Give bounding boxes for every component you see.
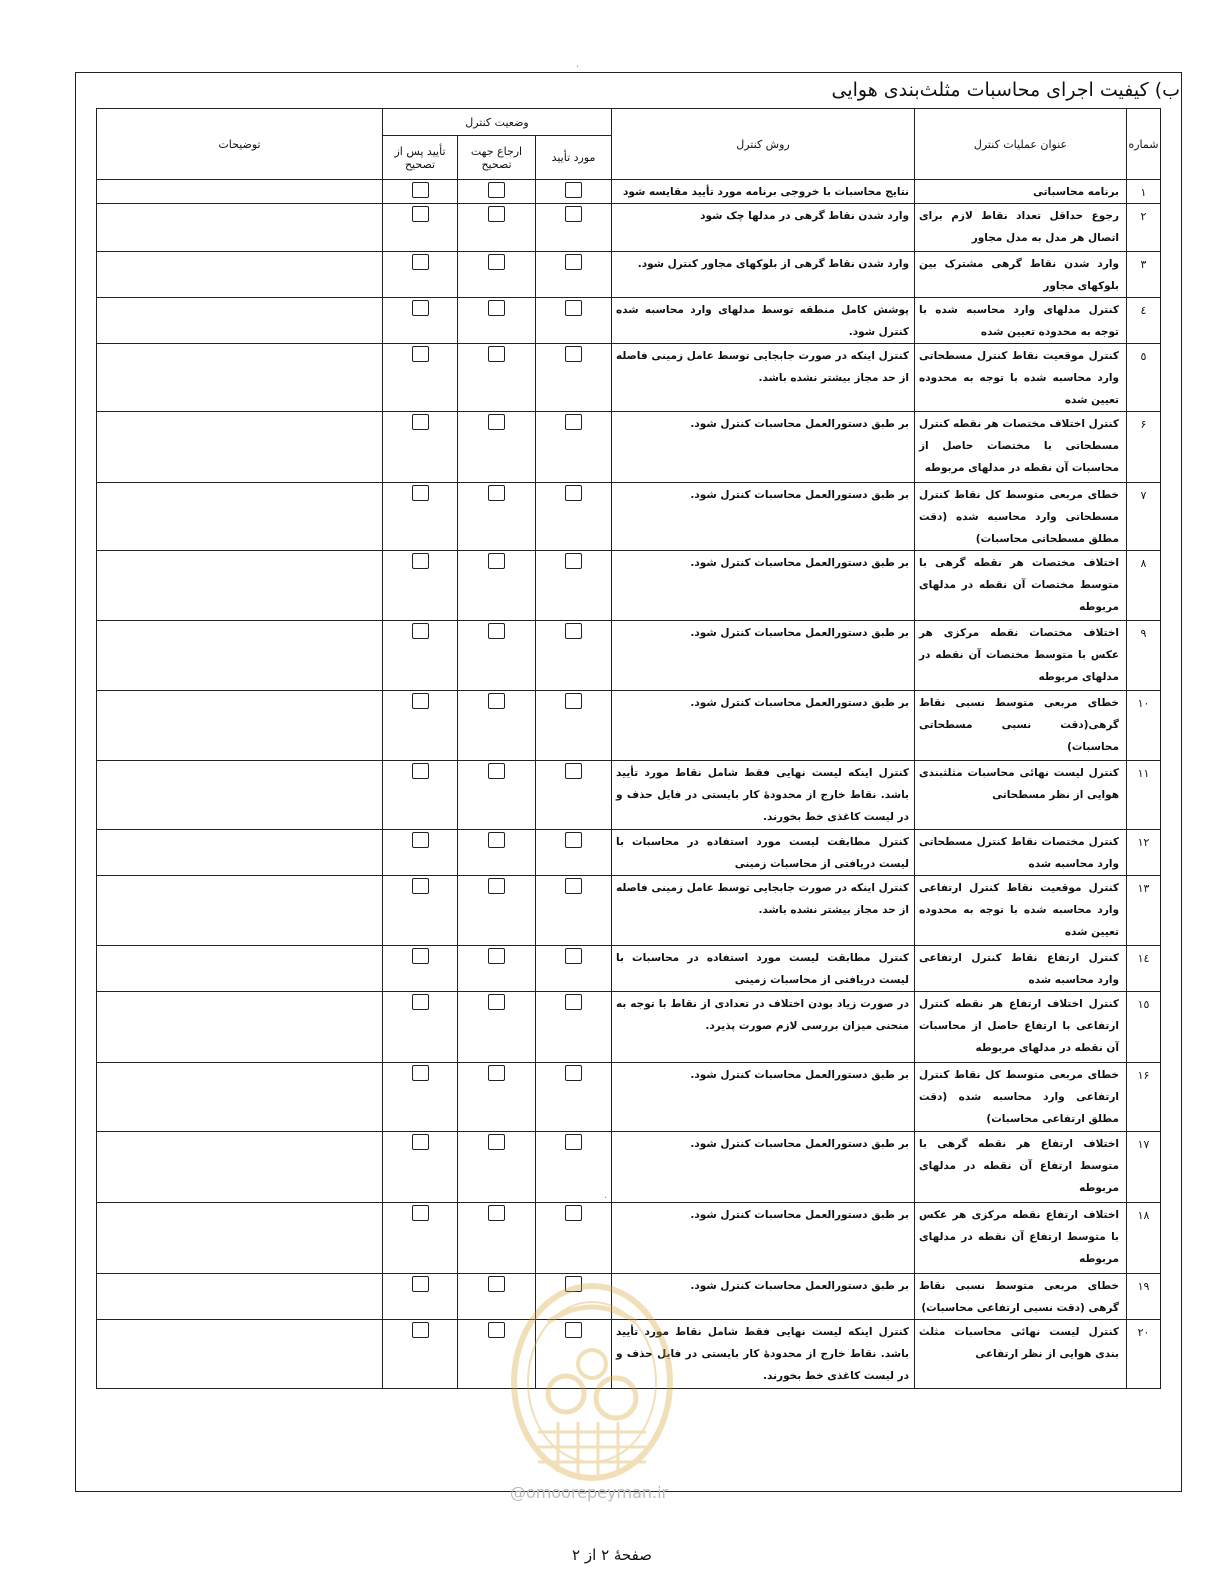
status-cell-after <box>383 551 458 621</box>
row-title: اختلاف مختصات هر نقطه گرهی با متوسط مختصات آن نقطه در مدلهای مربوطه <box>915 551 1127 621</box>
checkbox-after[interactable] <box>412 1065 429 1081</box>
row-title: برنامه محاسباتی <box>915 180 1127 204</box>
status-cell-approved <box>536 1063 612 1132</box>
status-cell-after <box>383 691 458 761</box>
row-method: بر طبق دستورالعمل محاسبات کنترل شود. <box>612 1063 915 1132</box>
checkbox-approved[interactable] <box>565 878 582 894</box>
row-notes <box>97 483 383 551</box>
checkbox-return[interactable] <box>488 414 505 430</box>
checkbox-approved[interactable] <box>565 693 582 709</box>
checkbox-approved[interactable] <box>565 1205 582 1221</box>
checkbox-after[interactable] <box>412 346 429 362</box>
status-cell-after <box>383 412 458 483</box>
checkbox-return[interactable] <box>488 1134 505 1150</box>
status-cell-approved <box>536 876 612 946</box>
row-title: کنترل موقعیت نقاط کنترل ارتفاعی وارد محاسبه شده با توجه به محدوده تعیین شده <box>915 876 1127 946</box>
status-cell-approved <box>536 252 612 298</box>
checkbox-after[interactable] <box>412 1322 429 1338</box>
checkbox-return[interactable] <box>488 994 505 1010</box>
checkbox-return[interactable] <box>488 254 505 270</box>
row-number: ۱ <box>1127 180 1161 204</box>
row-number: ٥ <box>1127 344 1161 412</box>
row-notes <box>97 621 383 691</box>
row-method: بر طبق دستورالعمل محاسبات کنترل شود. <box>612 1203 915 1274</box>
row-title: کنترل لیست نهائی محاسبات مثلث بندی هوایی از نظر ارتفاعی <box>915 1320 1127 1389</box>
checkbox-return[interactable] <box>488 623 505 639</box>
table-row <box>97 1132 1161 1203</box>
row-number: ۱۸ <box>1127 1203 1161 1274</box>
checkbox-approved[interactable] <box>565 254 582 270</box>
row-notes <box>97 946 383 992</box>
row-number: ۱۳ <box>1127 876 1161 946</box>
row-number: ۱۶ <box>1127 1063 1161 1132</box>
row-notes <box>97 252 383 298</box>
table-row <box>97 252 1161 298</box>
row-title: اختلاف مختصات نقطه مرکزی هر عکس با متوسط مختصات آن نقطه در مدلهای مربوطه <box>915 621 1127 691</box>
checkbox-return[interactable] <box>488 948 505 964</box>
header-notes: توضیحات <box>97 109 383 180</box>
status-cell-after <box>383 344 458 412</box>
checkbox-approved[interactable] <box>565 346 582 362</box>
checkbox-approved[interactable] <box>565 485 582 501</box>
row-number: ٤ <box>1127 298 1161 344</box>
checkbox-after[interactable] <box>412 485 429 501</box>
header-status-approved: مورد تأیید <box>536 136 612 180</box>
header-number: شماره <box>1127 109 1161 180</box>
row-method: بر طبق دستورالعمل محاسبات کنترل شود. <box>612 1274 915 1320</box>
table-row <box>97 876 1161 946</box>
checkbox-after[interactable] <box>412 763 429 779</box>
checkbox-return[interactable] <box>488 693 505 709</box>
row-number: ۱۱ <box>1127 761 1161 830</box>
checkbox-after[interactable] <box>412 693 429 709</box>
status-cell-return <box>458 1203 536 1274</box>
row-notes <box>97 298 383 344</box>
row-title: کنترل مختصات نقاط کنترل مسطحاتی وارد محاسبه شده <box>915 830 1127 876</box>
row-notes <box>97 1063 383 1132</box>
row-number: ۲ <box>1127 204 1161 252</box>
checkbox-return[interactable] <box>488 763 505 779</box>
row-method: کنترل مطابقت لیست مورد استفاده در محاسبات با لیست دریافتی از محاسبات زمینی <box>612 830 915 876</box>
status-cell-after <box>383 180 458 204</box>
checkbox-return[interactable] <box>488 1205 505 1221</box>
row-method: کنترل اینکه در صورت جابجایی توسط عامل زمینی فاصله از حد مجاز بیشتر نشده باشد. <box>612 344 915 412</box>
row-title: اختلاف ارتفاع هر نقطه گرهی با متوسط ارتفاع آن نقطه در مدلهای مربوطه <box>915 1132 1127 1203</box>
row-method: بر طبق دستورالعمل محاسبات کنترل شود. <box>612 621 915 691</box>
status-cell-return <box>458 551 536 621</box>
checkbox-return[interactable] <box>488 832 505 848</box>
row-notes <box>97 1203 383 1274</box>
checkbox-approved[interactable] <box>565 994 582 1010</box>
checkbox-return[interactable] <box>488 182 505 198</box>
checkbox-return[interactable] <box>488 300 505 316</box>
row-title: کنترل اختلاف ارتفاع هر نقطه کنترل ارتفاعی با ارتفاع حاصل از محاسبات آن نقطه در مدلهای مربوطه <box>915 992 1127 1063</box>
checkbox-after[interactable] <box>412 832 429 848</box>
row-number: ۲۰ <box>1127 1320 1161 1389</box>
status-cell-after <box>383 621 458 691</box>
status-cell-return <box>458 298 536 344</box>
row-number: ۱۷ <box>1127 1132 1161 1203</box>
status-cell-after <box>383 876 458 946</box>
row-method: بر طبق دستورالعمل محاسبات کنترل شود. <box>612 691 915 761</box>
row-number: ۷ <box>1127 483 1161 551</box>
checkbox-return[interactable] <box>488 1065 505 1081</box>
status-cell-after <box>383 204 458 252</box>
row-method: کنترل اینکه لیست نهایی فقط شامل نقاط مورد تأیید باشد. نقاط خارج از محدودهٔ کار بایستی در فایل حذف و در لیست کاغذی خط بخورند. <box>612 1320 915 1389</box>
checkbox-return[interactable] <box>488 206 505 222</box>
row-method: وارد شدن نقاط گرهی در مدلها چک شود <box>612 204 915 252</box>
status-cell-return <box>458 180 536 204</box>
table-row <box>97 1320 1161 1389</box>
status-cell-approved <box>536 298 612 344</box>
row-title: وارد شدن نقاط گرهی مشترک بین بلوکهای مجاور <box>915 252 1127 298</box>
row-title: کنترل مدلهای وارد محاسبه شده با توجه به محدوده تعیین شده <box>915 298 1127 344</box>
status-cell-after <box>383 252 458 298</box>
row-method: بر طبق دستورالعمل محاسبات کنترل شود. <box>612 483 915 551</box>
status-cell-after <box>383 946 458 992</box>
status-cell-after <box>383 1203 458 1274</box>
row-title: کنترل لیست نهائی محاسبات مثلثبندی هوایی از نظر مسطحاتی <box>915 761 1127 830</box>
checkbox-approved[interactable] <box>565 1134 582 1150</box>
table-row <box>97 946 1161 992</box>
row-number: ١٤ <box>1127 946 1161 992</box>
status-cell-return <box>458 1320 536 1389</box>
status-cell-approved <box>536 1203 612 1274</box>
status-cell-approved <box>536 830 612 876</box>
table-row <box>97 1063 1161 1132</box>
checkbox-after[interactable] <box>412 948 429 964</box>
checkbox-after[interactable] <box>412 553 429 569</box>
row-number: ۱۰ <box>1127 691 1161 761</box>
status-cell-after <box>383 483 458 551</box>
row-notes <box>97 830 383 876</box>
table-row <box>97 830 1161 876</box>
row-title: خطای مربعی متوسط نسبی نقاط گرهی (دقت نسبی ارتفاعی محاسبات) <box>915 1274 1127 1320</box>
header-status-group: وضعیت کنترل <box>383 109 612 136</box>
checkbox-after[interactable] <box>412 878 429 894</box>
checkbox-after[interactable] <box>412 254 429 270</box>
checkbox-after[interactable] <box>412 994 429 1010</box>
status-cell-after <box>383 298 458 344</box>
row-title: کنترل ارتفاع نقاط کنترل ارتفاعی وارد محاسبه شده <box>915 946 1127 992</box>
checkbox-return[interactable] <box>488 485 505 501</box>
row-notes <box>97 761 383 830</box>
checkbox-after[interactable] <box>412 300 429 316</box>
status-cell-return <box>458 946 536 992</box>
status-cell-approved <box>536 204 612 252</box>
status-cell-return <box>458 621 536 691</box>
row-title: خطای مربعی متوسط نسبی نقاط گرهی(دقت نسبی مسطحاتی محاسبات) <box>915 691 1127 761</box>
table-row <box>97 298 1161 344</box>
checkbox-after[interactable] <box>412 182 429 198</box>
row-method: بر طبق دستورالعمل محاسبات کنترل شود. <box>612 412 915 483</box>
control-table <box>96 108 1161 1389</box>
status-cell-after <box>383 992 458 1063</box>
row-method: نتایج محاسبات با خروجی برنامه مورد تأیید مقایسه شود <box>612 180 915 204</box>
row-notes <box>97 412 383 483</box>
row-number: ١٥ <box>1127 992 1161 1063</box>
row-notes <box>97 876 383 946</box>
row-method: کنترل اینکه در صورت جابجایی توسط عامل زمینی فاصله از حد مجاز بیشتر نشده باشد. <box>612 876 915 946</box>
table-body <box>97 180 1161 1389</box>
status-cell-approved <box>536 551 612 621</box>
checkbox-return[interactable] <box>488 1322 505 1338</box>
row-number: ۱۹ <box>1127 1274 1161 1320</box>
table-row <box>97 204 1161 252</box>
checkbox-approved[interactable] <box>565 623 582 639</box>
row-notes <box>97 992 383 1063</box>
table-row <box>97 551 1161 621</box>
status-cell-return <box>458 1274 536 1320</box>
table-row <box>97 483 1161 551</box>
section-title: ب) کیفیت اجرای محاسبات مثلث‌بندی هوایی <box>831 79 1180 101</box>
checkbox-approved[interactable] <box>565 300 582 316</box>
row-title: اختلاف ارتفاع نقطه مرکزی هر عکس با متوسط ارتفاع آن نقطه در مدلهای مربوطه <box>915 1203 1127 1274</box>
status-cell-return <box>458 992 536 1063</box>
dot-mark: · <box>604 1193 608 1204</box>
checkbox-approved[interactable] <box>565 948 582 964</box>
status-cell-approved <box>536 691 612 761</box>
status-cell-approved <box>536 1274 612 1320</box>
status-cell-approved <box>536 761 612 830</box>
table-row <box>97 1274 1161 1320</box>
status-cell-approved <box>536 1320 612 1389</box>
row-title: خطای مربعی متوسط کل نقاط کنترل مسطحاتی وارد محاسبه شده (دقت مطلق مسطحاتی محاسبات) <box>915 483 1127 551</box>
status-cell-approved <box>536 180 612 204</box>
header-status-after: تأیید پس از تصحیح <box>383 136 458 180</box>
status-cell-return <box>458 830 536 876</box>
status-cell-approved <box>536 412 612 483</box>
header-status-return: ارجاع جهت تصحیح <box>458 136 536 180</box>
status-cell-return <box>458 691 536 761</box>
table-row <box>97 344 1161 412</box>
row-title: رجوع حداقل تعداد نقاط لازم برای اتصال هر مدل به مدل مجاور <box>915 204 1127 252</box>
row-method: پوشش کامل منطقه توسط مدلهای وارد محاسبه شده کنترل شود. <box>612 298 915 344</box>
status-cell-approved <box>536 992 612 1063</box>
row-number: ۱۲ <box>1127 830 1161 876</box>
status-cell-return <box>458 876 536 946</box>
row-method: بر طبق دستورالعمل محاسبات کنترل شود. <box>612 1132 915 1203</box>
checkbox-after[interactable] <box>412 1276 429 1292</box>
checkbox-after[interactable] <box>412 623 429 639</box>
row-method: کنترل مطابقت لیست مورد استفاده در محاسبات با لیست دریافتی از محاسبات زمینی <box>612 946 915 992</box>
status-cell-return <box>458 483 536 551</box>
checkbox-return[interactable] <box>488 878 505 894</box>
checkbox-approved[interactable] <box>565 182 582 198</box>
status-cell-approved <box>536 344 612 412</box>
row-notes <box>97 1274 383 1320</box>
dot-mark: · <box>576 62 580 73</box>
table-row <box>97 1203 1161 1274</box>
status-cell-return <box>458 252 536 298</box>
checkbox-after[interactable] <box>412 1205 429 1221</box>
row-notes <box>97 691 383 761</box>
table-row <box>97 992 1161 1063</box>
row-method: کنترل اینکه لیست نهایی فقط شامل نقاط مورد تأیید باشد. نقاط خارج از محدودهٔ کار بایستی در فایل حذف و در لیست کاغذی خط بخورند. <box>612 761 915 830</box>
checkbox-return[interactable] <box>488 553 505 569</box>
checkbox-approved[interactable] <box>565 1276 582 1292</box>
checkbox-approved[interactable] <box>565 763 582 779</box>
checkbox-return[interactable] <box>488 346 505 362</box>
status-cell-after <box>383 1274 458 1320</box>
row-number: ۶ <box>1127 412 1161 483</box>
status-cell-after <box>383 1063 458 1132</box>
status-cell-return <box>458 412 536 483</box>
status-cell-after <box>383 830 458 876</box>
row-title: خطای مربعی متوسط کل نقاط کنترل ارتفاعی وارد محاسبه شده (دقت مطلق ارتفاعی محاسبات) <box>915 1063 1127 1132</box>
checkbox-approved[interactable] <box>565 1322 582 1338</box>
status-cell-after <box>383 1320 458 1389</box>
row-notes <box>97 551 383 621</box>
header-method: روش کنترل <box>612 109 915 180</box>
checkbox-approved[interactable] <box>565 206 582 222</box>
row-notes <box>97 1320 383 1389</box>
row-notes <box>97 180 383 204</box>
status-cell-approved <box>536 946 612 992</box>
row-number: ۹ <box>1127 621 1161 691</box>
checkbox-after[interactable] <box>412 206 429 222</box>
status-cell-after <box>383 761 458 830</box>
row-number: ۸ <box>1127 551 1161 621</box>
checkbox-return[interactable] <box>488 1276 505 1292</box>
table-row <box>97 412 1161 483</box>
status-cell-return <box>458 761 536 830</box>
checkbox-approved[interactable] <box>565 553 582 569</box>
status-cell-return <box>458 1132 536 1203</box>
status-cell-return <box>458 204 536 252</box>
row-notes <box>97 204 383 252</box>
status-cell-return <box>458 344 536 412</box>
row-title: کنترل موقعیت نقاط کنترل مسطحاتی وارد محاسبه شده با توجه به محدوده تعیین شده <box>915 344 1127 412</box>
status-cell-approved <box>536 621 612 691</box>
status-cell-approved <box>536 483 612 551</box>
row-method: وارد شدن نقاط گرهی از بلوکهای مجاور کنترل شود. <box>612 252 915 298</box>
checkbox-after[interactable] <box>412 414 429 430</box>
row-number: ۳ <box>1127 252 1161 298</box>
row-title: کنترل اختلاف مختصات هر نقطه کنترل مسطحاتی با مختصات حاصل از محاسبات آن نقطه در مدلهای مربوطه <box>915 412 1127 483</box>
checkbox-approved[interactable] <box>565 414 582 430</box>
checkbox-approved[interactable] <box>565 1065 582 1081</box>
row-method: بر طبق دستورالعمل محاسبات کنترل شود. <box>612 551 915 621</box>
table-row <box>97 691 1161 761</box>
row-method: در صورت زیاد بودن اختلاف در تعدادی از نقاط با توجه به منحنی میزان بررسی لازم صورت پذیرد. <box>612 992 915 1063</box>
checkbox-approved[interactable] <box>565 832 582 848</box>
page-footer: صفحهٔ ۲ از ۲ <box>572 1546 652 1564</box>
header-title: عنوان عملیات کنترل <box>915 109 1127 180</box>
table-row <box>97 180 1161 204</box>
table-row <box>97 761 1161 830</box>
row-notes <box>97 1132 383 1203</box>
status-cell-approved <box>536 1132 612 1203</box>
watermark-text: @omoorepeyman.ir <box>510 1483 669 1502</box>
status-cell-return <box>458 1063 536 1132</box>
table-row <box>97 621 1161 691</box>
status-cell-after <box>383 1132 458 1203</box>
row-notes <box>97 344 383 412</box>
checkbox-after[interactable] <box>412 1134 429 1150</box>
